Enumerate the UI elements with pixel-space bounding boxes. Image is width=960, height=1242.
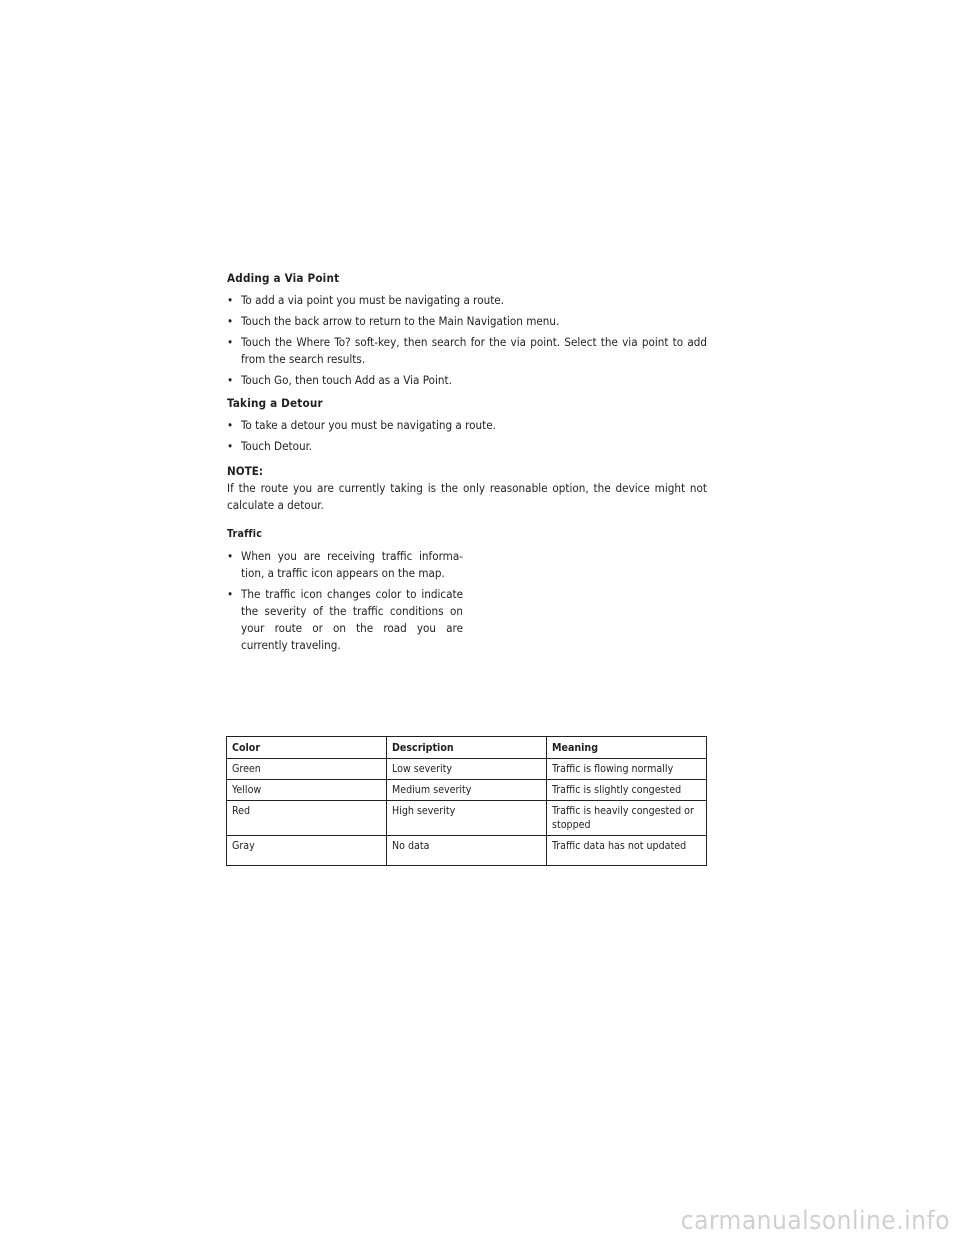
list-item: • When you are receiving traffic informa- tion, a traffic icon appears on the map. — [227, 548, 463, 582]
table-cell: Low severity — [387, 759, 547, 780]
traffic-list — [227, 548, 463, 654]
list-item: • The traffic icon changes color to indicate the severity of the traffic conditions on your route or on the road you are currently traveling. — [227, 586, 463, 654]
table-cell: Green — [227, 759, 387, 780]
table-header-meaning: Meaning — [547, 737, 707, 759]
via-point-list — [227, 292, 707, 389]
note-title: NOTE: — [227, 464, 264, 478]
table-cell: Traffic data has not updated — [547, 836, 707, 866]
table-cell: Traffic is slightly congested — [547, 780, 707, 801]
table-header-color: Color — [227, 737, 387, 759]
table-header-row — [227, 737, 707, 759]
table-cell: Traffic is heavily congested or stopped — [547, 801, 707, 836]
table-cell: No data — [387, 836, 547, 866]
traffic-color-table — [226, 736, 707, 866]
table-cell: Traffic is flowing normally — [547, 759, 707, 780]
table-row — [227, 836, 707, 866]
table-cell: Gray — [227, 836, 387, 866]
list-item: • Touch the Where To? soft-key, then search for the via point. Select the via point to add from the search results. — [227, 334, 707, 368]
table-cell: Medium severity — [387, 780, 547, 801]
detour-list — [227, 417, 707, 455]
heading-detour: Taking a Detour — [227, 396, 323, 410]
manual-page-content — [227, 270, 707, 660]
table-cell: Red — [227, 801, 387, 836]
table-header-description: Description — [387, 737, 547, 759]
list-item: • Touch the back arrow to return to the Main Navigation menu. — [227, 313, 707, 330]
heading-via-point: Adding a Via Point — [227, 271, 340, 285]
table-row — [227, 759, 707, 780]
heading-traffic: Traffic — [227, 528, 263, 540]
table-row — [227, 801, 707, 836]
list-item: • Touch Go, then touch Add as a Via Point. — [227, 372, 707, 389]
table-row — [227, 780, 707, 801]
table-cell: Yellow — [227, 780, 387, 801]
list-item: • To add a via point you must be navigating a route. — [227, 292, 707, 309]
list-item: • To take a detour you must be navigating a route. — [227, 417, 707, 434]
list-item: • Touch Detour. — [227, 438, 707, 455]
table-cell: High severity — [387, 801, 547, 836]
watermark: carmanualsonline.info — [680, 1206, 950, 1236]
note-body: If the route you are currently taking is the only reasonable option, the device might not calculate a detour. — [227, 481, 707, 512]
